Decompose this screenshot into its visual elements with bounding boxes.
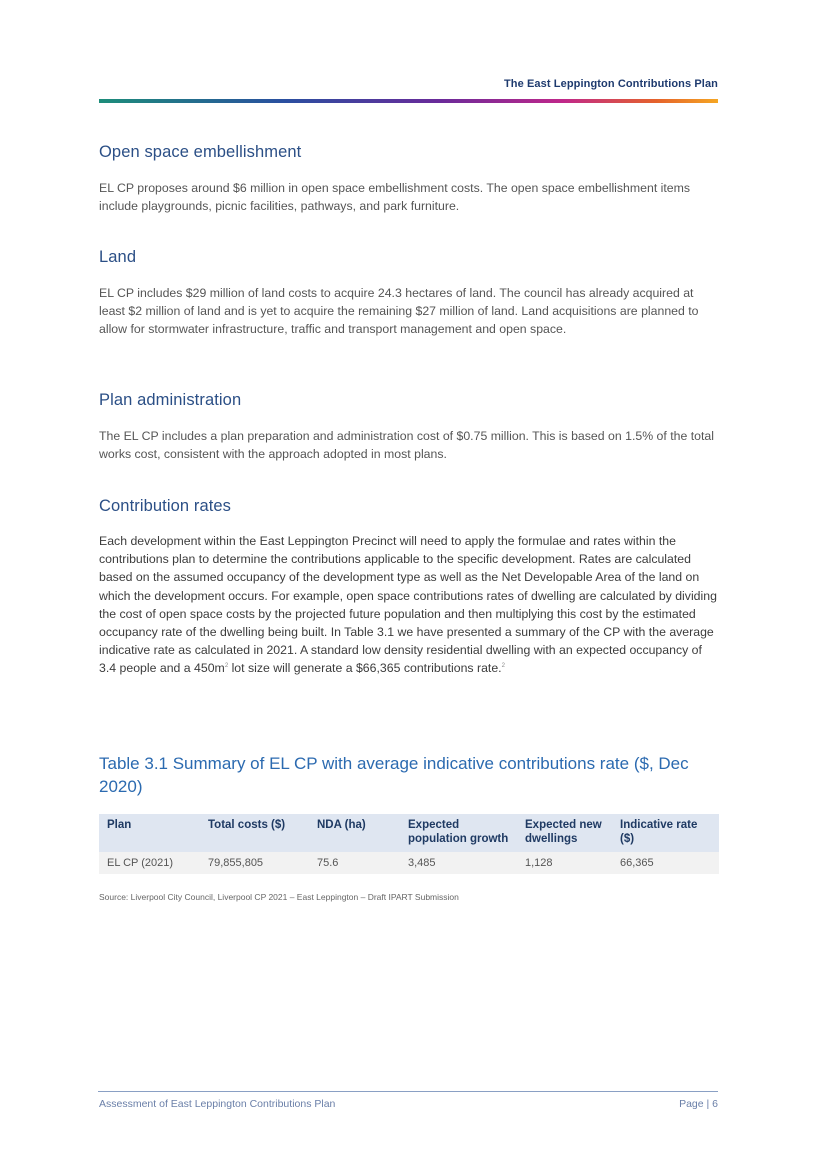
table-row [99, 852, 719, 874]
rates-text-part2: lot size will generate a $66,365 contributions rate. [228, 661, 502, 676]
rates-text-part1: Each development within the East Leppington Precinct will need to apply the formulae and rates within the contributions plan to determine the contributions applicable to the specific development. Rates are calculated based on the assumed occupancy of the development type as well as the Net Developable Area of the land on which the development occurs. For example, open space contributions rates of dwelling are calculated by dividing the cost of open space costs by the projected future population and then multiplying this cost by the estimated occupancy rate of the dwelling being built. In Table 3.1 we have presented a summary of the CP with the average indicative rate as calculated in 2021. A standard low density residential dwelling with an expected occupancy of 3.4 people and a 450m [99, 534, 717, 676]
heading-open-space: Open space embellishment [99, 143, 302, 161]
table-source-note: Source: Liverpool City Council, Liverpool CP 2021 – East Leppington – Draft IPART Submission [99, 892, 459, 902]
col-header-nda: NDA (ha) [309, 814, 400, 852]
footnote-reference: 2 [501, 663, 505, 670]
col-header-indicative-rate: Indicative rate ($) [612, 814, 719, 852]
heading-contribution-rates: Contribution rates [99, 497, 232, 515]
footer-document-title: Assessment of East Leppington Contributions Plan [99, 1098, 336, 1110]
summary-table [99, 814, 719, 874]
col-header-population-growth: Expected population growth [400, 814, 517, 852]
cell-total-costs: 79,855,805 [200, 852, 309, 874]
col-header-plan: Plan [99, 814, 200, 852]
table-caption: Table 3.1 Summary of EL CP with average indicative contributions rate ($, Dec 2020) [99, 754, 689, 796]
paragraph-plan-administration: The EL CP includes a plan preparation and administration cost of $0.75 million. This is based on 1.5% of the total works cost, consistent with the approach adopted in most plans. [99, 429, 714, 462]
heading-plan-administration: Plan administration [99, 391, 242, 409]
footer-page-number: Page | 6 [679, 1098, 718, 1110]
squared-superscript: 2 [224, 663, 229, 670]
cell-nda: 75.6 [309, 852, 400, 874]
header-gradient-rule [99, 99, 718, 103]
running-header-title: The East Leppington Contributions Plan [503, 78, 718, 90]
paragraph-land: EL CP includes $29 million of land costs to acquire 24.3 hectares of land. The council has already acquired at least $2 million of land and is yet to acquire the remaining $27 million of land. Land acquisitions are planned to allow for stormwater infrastructure, traffic and transport management and open space. [99, 286, 699, 337]
cell-indicative-rate: 66,365 [612, 852, 719, 874]
cell-new-dwellings: 1,128 [517, 852, 612, 874]
heading-land: Land [99, 248, 137, 266]
paragraph-contribution-rates [99, 532, 719, 678]
cell-population-growth: 3,485 [400, 852, 517, 874]
footer-rule [98, 1091, 718, 1092]
paragraph-open-space: EL CP proposes around $6 million in open space embellishment costs. The open space embellishment items include playgrounds, picnic facilities, pathways, and park furniture. [99, 181, 691, 214]
col-header-total-costs: Total costs ($) [200, 814, 309, 852]
col-header-new-dwellings: Expected new dwellings [517, 814, 612, 852]
cell-plan: EL CP (2021) [99, 852, 200, 874]
table-header-row [99, 814, 719, 852]
